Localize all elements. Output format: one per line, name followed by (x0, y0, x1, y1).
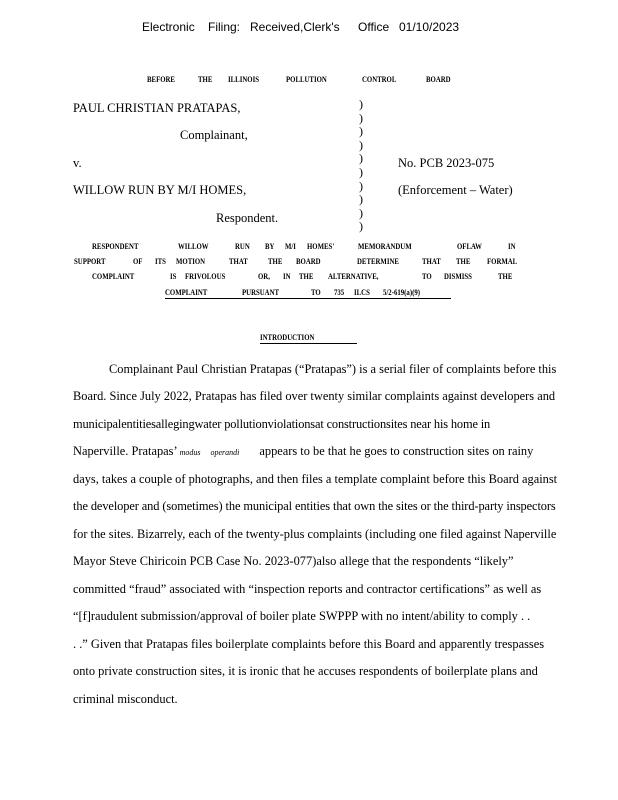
title-word: M/I (285, 242, 296, 251)
body-line: for the sites. Bizarrely, each of the twenty-plus complaints (including one filed against Naperville (73, 527, 557, 541)
title-word: THE (456, 257, 471, 266)
title-word: OR, (258, 272, 270, 281)
complainant-name: PAUL CHRISTIAN PRATAPAS, (73, 101, 241, 115)
versus: v. (73, 156, 82, 170)
banner-office: Office (358, 20, 390, 34)
case-number: No. PCB 2023-075 (398, 156, 495, 170)
board-word: CONTROL (362, 75, 397, 84)
board-word: THE (198, 75, 213, 84)
body-line: Complainant Paul Christian Pratapas (“Pratapas”) is a serial filer of complaints before this (109, 362, 557, 376)
title-word: THAT (229, 257, 248, 266)
title-word: BY (265, 242, 275, 251)
title-word: RESPONDENT (92, 242, 139, 251)
title-word: FRIVOLOUS (185, 272, 226, 281)
title-word: OFLAW (457, 242, 482, 251)
body-line: committed “fraud” associated with “inspection reports and contractor certifications” as well as (73, 582, 542, 596)
title-word: THE (498, 272, 513, 281)
title-word: WILLOW (178, 242, 209, 251)
title-word: DETERMINE (357, 257, 399, 266)
body-line: Board. Since July 2022, Pratapas has filed over twenty similar complaints against developers and (73, 389, 556, 403)
motion-title-underline (165, 298, 451, 299)
respondent-name: WILLOW RUN BY M/I HOMES, (73, 183, 247, 197)
banner-electronic: Electronic (142, 20, 195, 34)
title-word: MEMORANDUM (358, 242, 412, 251)
title-word: THE (268, 257, 283, 266)
title-word: COMPLAINT (92, 272, 135, 281)
title-word: COMPLAINT (165, 288, 208, 297)
body-line: onto private construction sites, it is ironic that he accuses respondents of boilerplate plans and (73, 664, 538, 678)
title-word: RUN (235, 242, 250, 251)
modus-text: modus (179, 448, 201, 457)
title-word: BOARD (296, 257, 321, 266)
title-word: IN (283, 272, 291, 281)
title-word: FORMAL (487, 257, 518, 266)
body-line: . .” Given that Pratapas files boilerplate complaints before this Board and apparently trespasses (73, 637, 545, 651)
body-line: days, takes a couple of photographs, and then files a template complaint before this Board against (73, 472, 558, 486)
section-heading-underline (260, 343, 357, 344)
title-word: THE (299, 272, 314, 281)
body-line-modus (73, 444, 533, 459)
section-heading: INTRODUCTION (260, 333, 315, 342)
title-word: OF (133, 257, 143, 266)
title-word: DISMISS (444, 272, 472, 281)
body-line: “[f]raudulent submission/approval of boiler plate SWPPP with no intent/ability to comply . . (73, 609, 531, 623)
board-word: POLLUTION (286, 75, 327, 84)
caption-parentheses: ) ) ) ) ) ) ) ) ) ) (359, 97, 363, 234)
board-word: BOARD (426, 75, 451, 84)
title-word: MOTION (176, 257, 206, 266)
title-word: 735 (334, 288, 345, 297)
title-word: TO (311, 288, 321, 297)
body-line: the developer and (sometimes) the municipal entities that own the sites or the third-party inspectors (73, 499, 556, 513)
title-word: TO (422, 272, 432, 281)
title-word: SUPPORT (74, 257, 106, 266)
board-word: ILLINOIS (228, 75, 259, 84)
operandi-text: operandi (210, 448, 240, 457)
title-word: PURSUANT (242, 288, 280, 297)
complainant-role: Complainant, (180, 128, 248, 142)
body-line: criminal misconduct. (73, 692, 178, 706)
title-word: 5/2-619(a)(9) (383, 288, 421, 297)
banner-date: 01/10/2023 (399, 20, 460, 34)
body-text: Naperville. Pratapas’ (73, 444, 178, 458)
title-word: IN (508, 242, 516, 251)
body-line: municipalentitiesallegingwater pollutionviolationsat constructionsites near his home in (73, 417, 491, 431)
title-word: THAT (422, 257, 441, 266)
body-text: appears to be that he goes to construction sites on rainy (259, 444, 534, 458)
title-word: HOMES' (307, 242, 335, 251)
board-word: BEFORE (147, 75, 175, 84)
body-line: Mayor Steve Chiricoin PCB Case No. 2023-077)also allege that the respondents “likely” (73, 554, 514, 568)
title-word: IS (170, 272, 177, 281)
respondent-role: Respondent. (216, 211, 279, 225)
banner-received: Received,Clerk's (250, 20, 340, 34)
title-word: ALTERNATIVE, (328, 272, 379, 281)
banner-filing: Filing: (208, 20, 241, 34)
title-word: ILCS (354, 288, 370, 297)
case-type: (Enforcement – Water) (398, 183, 513, 197)
title-word: ITS (155, 257, 166, 266)
